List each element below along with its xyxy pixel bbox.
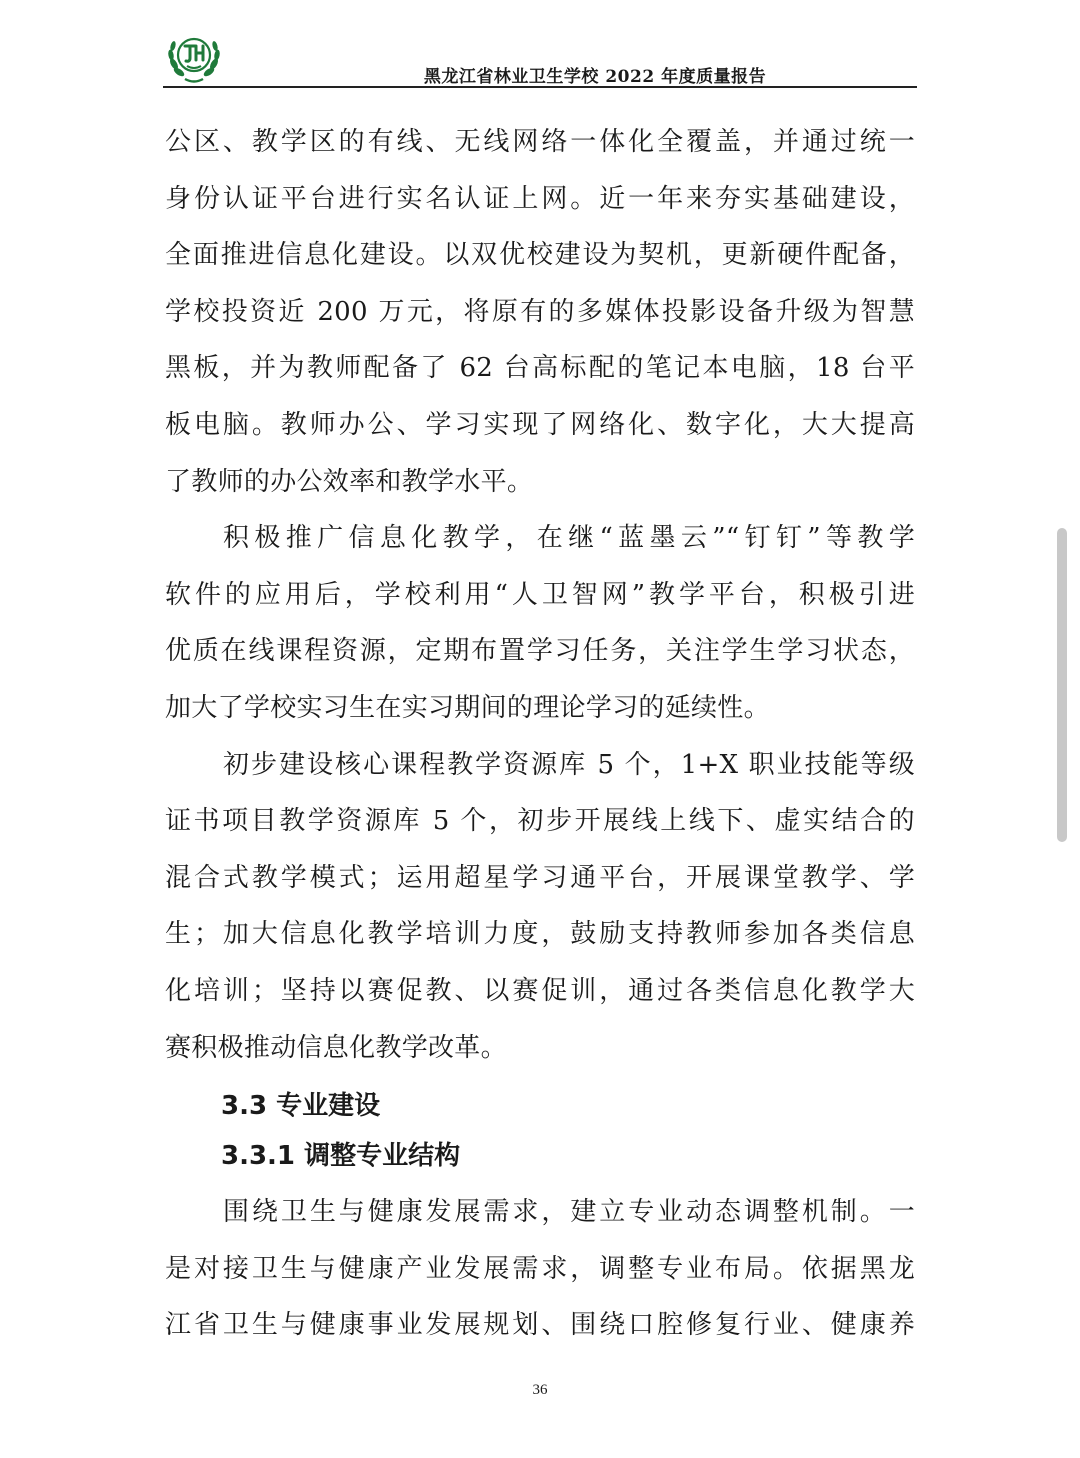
- text-line: 生；加大信息化教学培训力度，鼓励支持教师参加各类信息: [165, 919, 915, 950]
- text-line: 初步建设核心课程教学资源库 5 个，1+X 职业技能等级: [223, 749, 915, 780]
- text-line: 公区、教学区的有线、无线网络一体化全覆盖，并通过统一: [165, 127, 915, 157]
- text-line: 黑板，并为教师配备了 62 台高标配的笔记本电脑，18 台平: [165, 353, 915, 384]
- text-line: 江省卫生与健康事业发展规划、围绕口腔修复行业、健康养: [165, 1310, 915, 1341]
- subsection-heading: 3.3.1 调整专业结构: [221, 1141, 461, 1172]
- text-line: 全面推进信息化建设。以双优校建设为契机，更新硬件配备，: [165, 240, 915, 271]
- report-title: 黑龙江省林业卫生学校 2022 年度质量报告: [423, 67, 767, 87]
- text-line: 积极推广信息化教学，在继“蓝墨云”“钉钉”等教学: [223, 523, 915, 554]
- text-line: 围绕卫生与健康发展需求，建立专业动态调整机制。一: [223, 1197, 915, 1228]
- page-header: [163, 30, 917, 88]
- header-divider: [163, 86, 917, 88]
- text-line: 身份认证平台进行实名认证上网。近一年来夯实基础建设，: [165, 183, 915, 214]
- text-line: 软件的应用后，学校利用“人卫智网”教学平台，积极引进: [165, 579, 915, 610]
- document-body: [165, 114, 915, 1354]
- paragraph: [165, 114, 915, 510]
- paragraph: [165, 1184, 915, 1354]
- paragraph: [165, 510, 915, 736]
- text-line: 化培训；坚持以赛促教、以赛促训，通过各类信息化教学大: [165, 975, 915, 1006]
- text-line: 加大了学校实习生在实习期间的理论学习的延续性。: [165, 692, 770, 723]
- text-line: 了教师的办公效率和教学水平。: [165, 466, 534, 497]
- text-line: 赛积极推动信息化教学改革。: [165, 1032, 507, 1063]
- scrollbar-thumb[interactable]: [1057, 528, 1067, 842]
- text-line: 学校投资近 200 万元，将原有的多媒体投影设备升级为智慧: [165, 296, 915, 327]
- text-line: 是对接卫生与健康产业发展需求，调整专业布局。依据黑龙: [165, 1253, 915, 1284]
- text-line: 板电脑。教师办公、学习实现了网络化、数字化，大大提高: [165, 409, 915, 440]
- text-line: 优质在线课程资源，定期布置学习任务，关注学生学习状态，: [165, 636, 915, 667]
- section-heading: 3.3 专业建设: [221, 1091, 381, 1122]
- text-line: 混合式教学模式；运用超星学习通平台，开展课堂教学、学: [165, 862, 915, 893]
- page-number: 36: [532, 1382, 548, 1398]
- paragraph: [165, 737, 915, 1077]
- text-line: 证书项目教学资源库 5 个，初步开展线上线下、虚实结合的: [165, 806, 915, 837]
